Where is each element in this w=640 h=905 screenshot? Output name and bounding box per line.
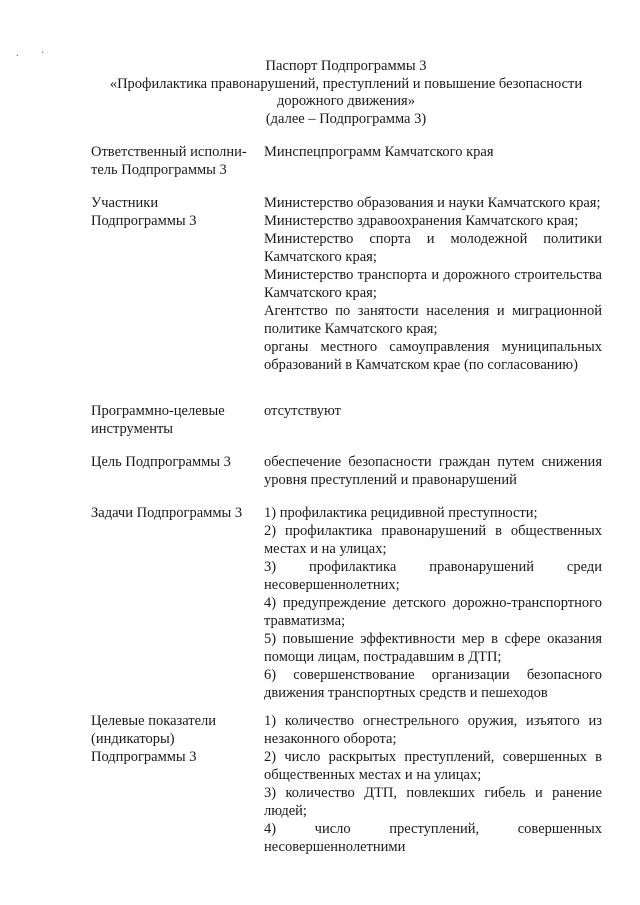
value-item: 1) профилактика рецидивной преступности;	[264, 505, 538, 521]
row-label	[91, 194, 251, 230]
value-item: 2) профилактика правонарушений в общественных местах и на улицах;	[264, 523, 602, 557]
scan-marks: . ·	[16, 48, 55, 59]
row-label	[91, 712, 251, 766]
passport-header	[90, 58, 602, 128]
value-item: отсутствуют	[264, 403, 341, 419]
header-subprogram-name-cont: дорожного движения»	[277, 93, 415, 109]
label-line: Задачи Подпрограммы 3	[91, 505, 243, 521]
row-value	[264, 402, 602, 420]
value-item: 4) предупреждение детского дорожно-транспортного травматизма;	[264, 595, 602, 629]
label-line: (индикаторы)	[91, 731, 175, 747]
row-value	[264, 504, 602, 702]
label-line: Подпрограммы 3	[91, 213, 197, 229]
value-item: 5) повышение эффективности мер в сфере оказания помощи лицам, пострадавшим в ДТП;	[264, 631, 602, 665]
row-value	[264, 712, 602, 856]
row-label	[91, 453, 251, 471]
value-item: 6) совершенствование организации безопасного движения транспортных средств и пешеходов	[264, 667, 602, 701]
value-item: обеспечение безопасности граждан путем снижения уровня преступлений и правонарушений	[264, 454, 602, 488]
value-item: 4) число преступлений, совершенных несовершеннолетними	[264, 821, 602, 855]
row-value	[264, 453, 602, 489]
label-line: Ответственный исполни-	[91, 144, 247, 160]
value-item: Министерство спорта и молодежной политики Камчатского края;	[264, 231, 602, 265]
label-line: тель Подпрограммы 3	[91, 162, 227, 178]
label-line: Программно-целевые	[91, 403, 225, 419]
row-label	[91, 143, 251, 179]
value-item: 2) число раскрытых преступлений, совершенных в общественных местах и на улицах;	[264, 749, 602, 783]
label-line: инструменты	[91, 421, 174, 437]
label-line: Целевые показатели	[91, 713, 217, 729]
label-line: Цель Подпрограммы 3	[91, 454, 231, 470]
header-title: Паспорт Подпрограммы 3	[265, 58, 427, 74]
value-item: Минспецпрограмм Камчатского края	[264, 144, 494, 160]
value-item: Министерство образования и науки Камчатского края;	[264, 195, 601, 211]
header-abbreviation: (далее – Подпрограмма 3)	[265, 110, 427, 127]
row-label	[91, 402, 251, 438]
row-value	[264, 194, 602, 374]
header-subprogram-name: «Профилактика правонарушений, преступлений и повышение безопасности	[109, 75, 583, 92]
label-line: Участники	[91, 195, 159, 211]
value-item: Агентство по занятости населения и миграционной политике Камчатского края;	[264, 303, 602, 337]
value-item: органы местного самоуправления муниципальных образований в Камчатском крае (по согласованию)	[264, 339, 602, 373]
value-item: Министерство транспорта и дорожного строительства Камчатского края;	[264, 267, 602, 301]
value-item: Министерство здравоохранения Камчатского края;	[264, 213, 579, 229]
row-label	[91, 504, 251, 522]
label-line: Подпрограммы 3	[91, 749, 197, 765]
value-item: 3) количество ДТП, повлекших гибель и ранение людей;	[264, 785, 602, 819]
value-item: 3) профилактика правонарушений среди несовершеннолетних;	[264, 559, 602, 593]
row-value	[264, 143, 602, 161]
value-item: 1) количество огнестрельного оружия, изъятого из незаконного оборота;	[264, 713, 602, 747]
